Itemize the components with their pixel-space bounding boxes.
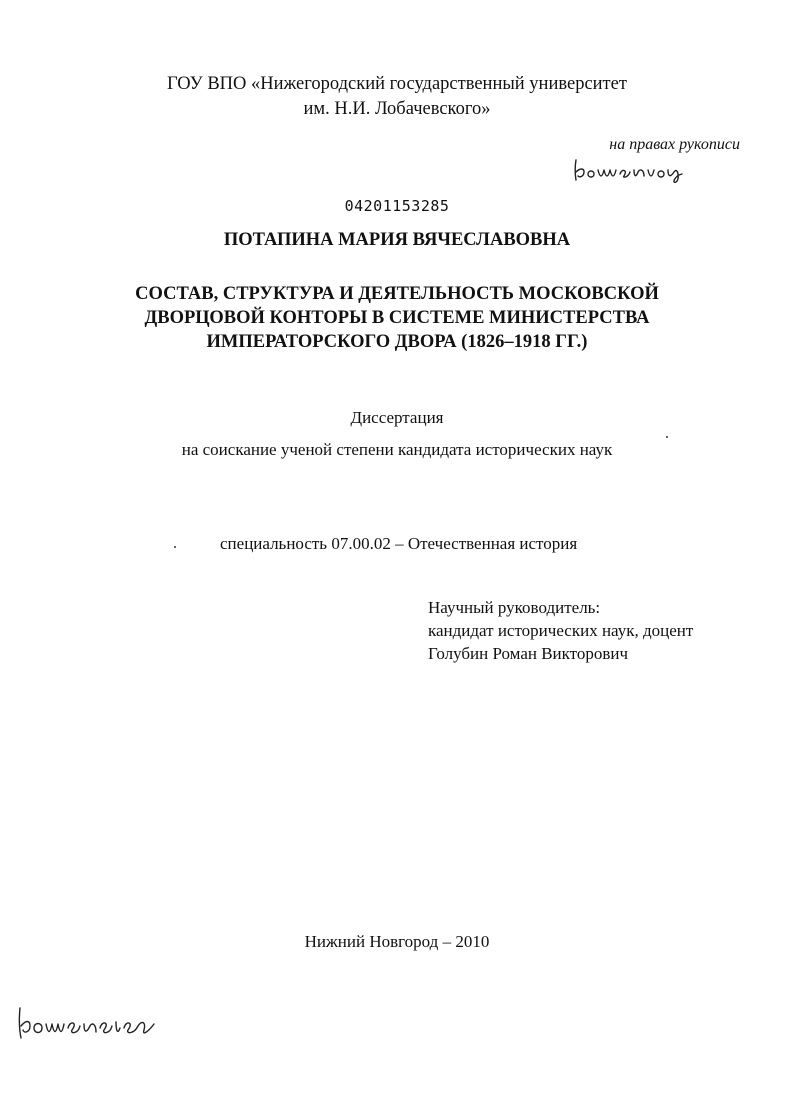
university-header: [0, 72, 794, 122]
supervisor-rank: кандидат исторических наук, доцент: [428, 621, 694, 640]
author-name: ПОТАПИНА МАРИЯ ВЯЧЕСЛАВОВНА: [223, 230, 571, 250]
university-line-1: ГОУ ВПО «Нижегородский государственный университет: [167, 74, 627, 94]
manuscript-rights-note: на правах рукописи: [609, 136, 740, 153]
signature-top: [570, 156, 710, 184]
signature-bottom: [14, 1006, 174, 1040]
specialty-line: специальность 07.00.02 – Отечественная история: [220, 534, 578, 553]
title-line: ИМПЕРАТОРСКОГО ДВОРА (1826–1918 ГГ.): [206, 332, 588, 352]
catalog-code: 04201153285: [344, 197, 450, 215]
title-line: СОСТАВ, СТРУКТУРА И ДЕЯТЕЛЬНОСТЬ МОСКОВСКОЙ: [135, 284, 659, 304]
scan-speck: [666, 436, 668, 438]
dissertation-title: [0, 282, 794, 354]
title-line: ДВОРЦОВОЙ КОНТОРЫ В СИСТЕМЕ МИНИСТЕРСТВА: [144, 308, 650, 328]
degree-line: на соискание ученой степени кандидата исторических наук: [181, 440, 613, 459]
supervisor-label: Научный руководитель:: [428, 598, 601, 617]
supervisor-name: Голубин Роман Викторович: [428, 644, 629, 663]
scan-speck: [174, 546, 176, 548]
place-year: Нижний Новгород – 2010: [304, 932, 490, 951]
supervisor-block: [428, 596, 768, 665]
document-type: Диссертация: [350, 408, 444, 427]
university-line-2: им. Н.И. Лобачевского»: [303, 99, 491, 119]
